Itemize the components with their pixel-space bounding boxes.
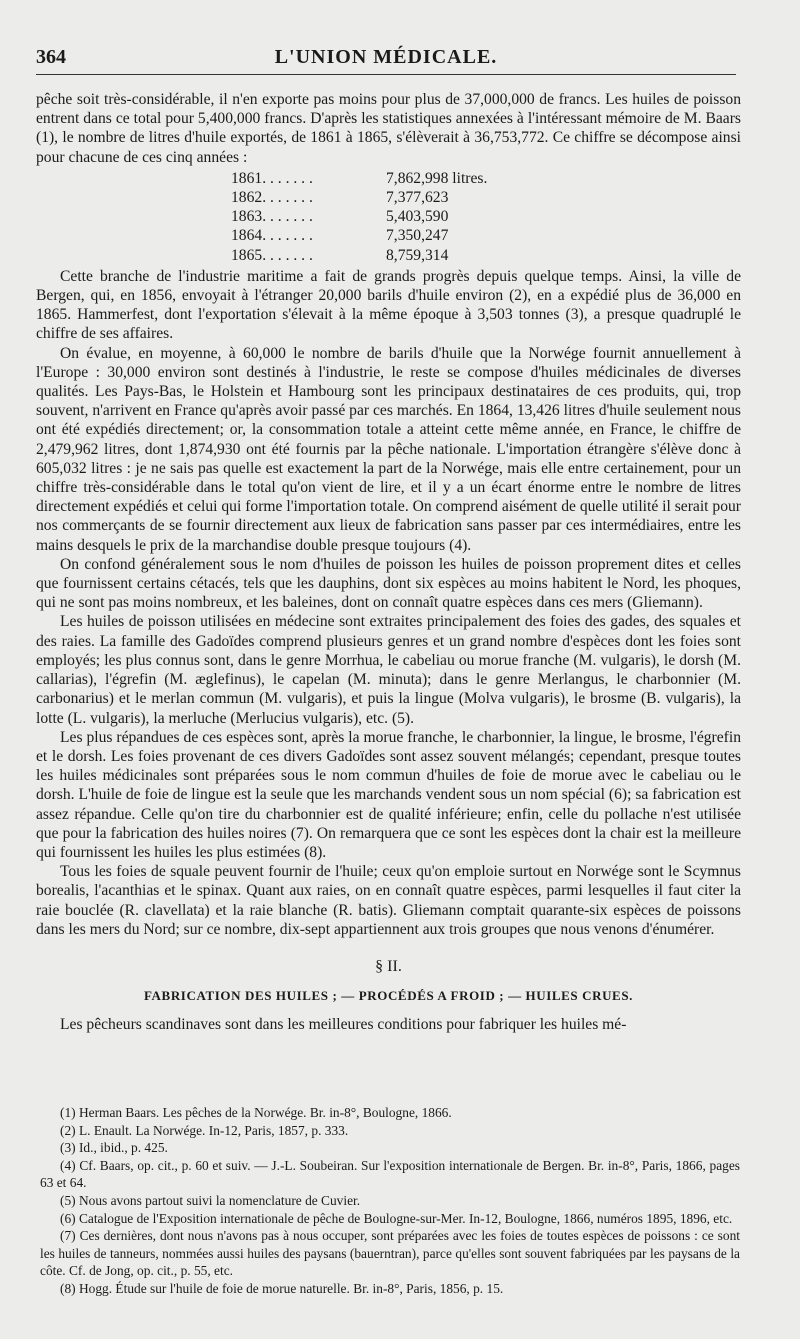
footnote: (7) Ces dernières, dont nous n'avons pas à nous occuper, sont préparées avec les foies de toutes espèces de poissons : ce sont les huiles de tanneurs, nommées aussi huiles des paysans (bauerntran), parce qu'elles sont souvent fabriquées par les paysans de la côte. Cf. de Jong, op. cit., p. 55, etc. <box>40 1228 740 1279</box>
paragraph: Les pêcheurs scandinaves sont dans les meilleures conditions pour fabriquer les huiles mé- <box>60 1016 627 1034</box>
table-row <box>231 188 487 207</box>
page-header <box>36 40 736 75</box>
footnote: (4) Cf. Baars, op. cit., p. 60 et suiv. — J.-L. Soubeiran. Sur l'exposition internationale de Bergen. Br. in-8°, Paris, 1866, pages 63 et 64. <box>40 1157 740 1191</box>
table-row <box>231 246 487 265</box>
table-year: 1862. . . . . . . <box>231 189 313 207</box>
table-row <box>231 207 487 226</box>
paragraph: Tous les foies de squale peuvent fournir de l'huile; ceux qu'on emploie surtout en Norwége sont le Scymnus borealis, l'acanthias et le spinax. Quant aux raies, on en connaît quatre espèces, parmi lesquelles il faut citer la raie bouclée (R. clavellata) et la raie blanche (R. batis). Gliemann comptait quarante-six espèces de poissons dans les mers du Nord; sur ce nombre, dix-sept appartiennent aux trois groupes que nous venons d'énumérer. <box>36 863 741 938</box>
table-unit: litres. <box>452 169 488 187</box>
footnote: (5) Nous avons partout suivi la nomenclature de Cuvier. <box>60 1192 361 1208</box>
table-year: 1861. . . . . . . <box>231 169 313 187</box>
table-value: 7,377,623 <box>386 189 449 207</box>
body-text <box>36 90 741 1035</box>
table-value: 5,403,590 <box>386 208 449 226</box>
table-value: 8,759,314 <box>386 246 449 264</box>
footnotes <box>40 1104 740 1298</box>
footnote: (8) Hogg. Étude sur l'huile de foie de morue naturelle. Br. in-8°, Paris, 1856, p. 15. <box>60 1280 504 1296</box>
export-table <box>231 169 487 265</box>
table-row <box>231 169 487 188</box>
paragraph: Cette branche de l'industrie maritime a fait de grands progrès depuis quelque temps. Ainsi, la ville de Bergen, qui, en 1856, envoyait à l'étranger 20,000 barils d'huile environ (2), en a expédié plus de 36,000 en 1865. Hammerfest, dont l'exportation s'élevait à la même époque à 3,503 tonnes (3), a presque quadruplé le chiffre de ses affaires. <box>36 267 741 343</box>
footnote: (2) L. Enault. La Norwége. In-12, Paris, 1857, p. 333. <box>60 1122 349 1138</box>
table-value: 7,350,247 <box>386 227 449 245</box>
table-year: 1863. . . . . . . <box>231 208 313 226</box>
table-year: 1864. . . . . . . <box>231 227 313 245</box>
paragraph: On confond généralement sous le nom d'huiles de poisson les huiles de poisson proprement dites et celles que fournissent certains cétacés, tels que les dauphins, dont six espèces au moins habitent le Nord, les phoques, qui ne sont pas moins nombreux, et les baleines, dont on connaît quatre espèces dans ces mers (Gliemann). <box>36 555 741 612</box>
footnote: (3) Id., ibid., p. 425. <box>60 1140 168 1156</box>
paragraph: On évalue, en moyenne, à 60,000 le nombre de barils d'huile que la Norwége fournit annuellement à l'Europe : 30,000 environ sont destinés à l'industrie, le reste se compose d'huiles médicinales de diverses qualités. Les Pays-Bas, le Holstein et Hambourg sont les principaux destinataires de ces produits, qui, trop souvent, n'arrivent en France qu'après avoir passé par ces marchés. En 1864, 13,426 litres d'huile seulement nous ont été expédiés directement; or, la consommation totale a atteint cette même année, en France, le chiffre de 2,479,962 litres, dont 1,874,930 ont été fournis par la pêche nationale. L'importation étrangère s'élève donc à 605,032 litres : je ne sais pas quelle est exactement la part de la Norwége, mais elle entre certainement, pour un chiffre très-considérable dans le total qu'on vient de lire, et il y a un écart énorme entre le nombre de litres directement expédiés et celui qui forme l'importation totale. On comprend aisément de quelle utilité il serait pour nos commerçants de se fournir directement aux lieux de fabrication sans passer par ces intermédiaires, entre les mains desquels le prix de la marchandise double presque toujours (4). <box>36 344 741 554</box>
running-title: L'UNION MÉDICALE. <box>274 46 498 68</box>
footnote: (6) Catalogue de l'Exposition internationale de pêche de Boulogne-sur-Mer. In-12, Boulogne, 1866, numéros 1895, 1896, etc. <box>60 1210 733 1226</box>
paragraph: pêche soit très-considérable, il n'en exporte pas moins pour plus de 37,000,000 de francs. Les huiles de poisson entrent dans ce total pour 5,400,000 francs. D'après les statistiques annexées à l'intéressant mémoire de M. Baars (1), le nombre de litres d'huile exportés, de 1861 à 1865, s'élèverait à 36,753,772. Ce chiffre se décompose ainsi pour chacune de ces cinq années : <box>36 91 741 166</box>
paragraph: Les huiles de poisson utilisées en médecine sont extraites principalement des foies des gades, des squales et des raies. La famille des Gadoïdes comprend plusieurs genres et un grand nombre d'espèces dont les foies sont employés; les plus connus sont, dans le genre Morrhua, le cabeliau ou morue franche (M. vulgaris), le dorsh (M. callarias), l'égrefin (M. æglefinus), le capelan (M. minuta); dans le genre Merlangus, le charbonnier (M. carbonarius) et le merlan commun (M. vulgaris), et puis la lingue (Molva vulgaris), le brosme (B. vulgaris), la lotte (L. vulgaris), la merluche (Merlucius vulgaris), etc. (5). <box>36 613 741 727</box>
section-heading: FABRICATION DES HUILES ; — PROCÉDÉS A FROID ; — HUILES CRUES. <box>143 988 634 1004</box>
footnote: (1) Herman Baars. Les pêches de la Norwége. Br. in-8°, Boulogne, 1866. <box>60 1105 452 1120</box>
page-number: 364 <box>36 46 66 68</box>
table-row <box>231 226 487 245</box>
table-value: 7,862,998 litres. <box>386 169 488 187</box>
paragraph: Les plus répandues de ces espèces sont, après la morue franche, le charbonnier, la lingue, le brosme, l'égrefin et le dorsh. Les foies provenant de ces divers Gadoïdes sont assez souvent mélangés; cependant, presque toutes les huiles médicinales sont préparées sous le nom commun d'huiles de foie de morue avec le cabeliau ou le dorsh. L'huile de foie de lingue est la seule que les marchands vendent sous un nom spécial (6); sa fabrication est assez répandue. Celle qu'on tire du charbonnier est de qualité inférieure; enfin, celle du pollache n'est utilisée que pour la fabrication des huiles noires (7). On remarquera que ce sont les espèces dont la chair est la meilleure qui fournissent les huiles les plus estimées (8). <box>36 728 741 861</box>
section-number: § II. <box>375 957 402 975</box>
table-year: 1865. . . . . . . <box>231 246 313 264</box>
